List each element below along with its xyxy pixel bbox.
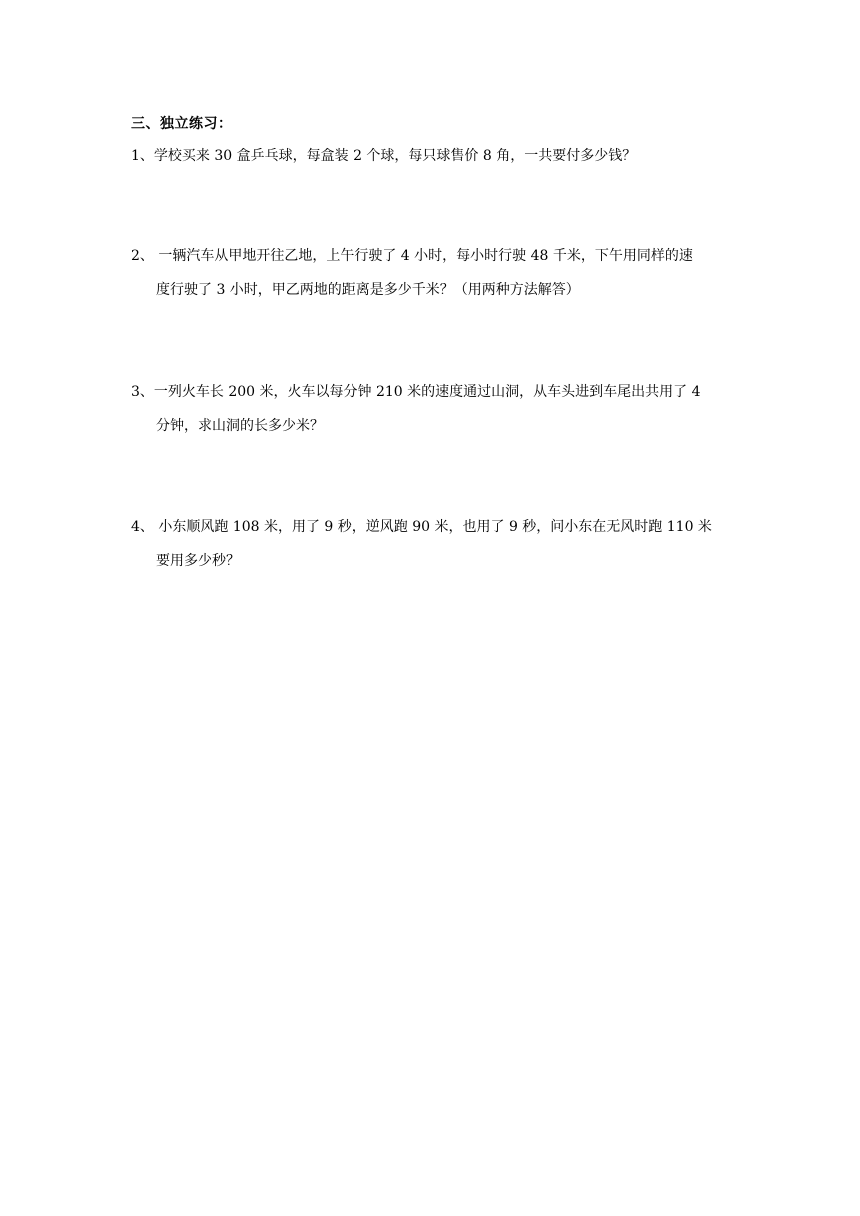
question-4-line-2: 要用多少秒？	[156, 553, 240, 569]
question-3-line-1: 3、一列火车长 200 米，火车以每分钟 210 米的速度通过山洞，从车头进到车尾出共用了 4	[131, 384, 701, 400]
question-2-line-2: 度行驶了 3 小时，甲乙两地的距离是多少千米？（用两种方法解答）	[156, 282, 580, 298]
question-4-line-1: 4、 小东顺风跑 108 米，用了 9 秒，逆风跑 90 米，也用了 9 秒，问小东在无风时跑 110 米	[131, 519, 712, 535]
question-1-line-1: 1、学校买来 30 盒乒乓球，每盒装 2 个球，每只球售价 8 角，一共要付多少钱？	[131, 148, 637, 164]
question-3-line-2: 分钟，求山洞的长多少米？	[156, 418, 324, 434]
question-1	[131, 139, 731, 173]
question-2-line-1: 2、 一辆汽车从甲地开往乙地，上午行驶了 4 小时，每小时行驶 48 千米，下午用同样的速	[131, 248, 693, 264]
question-2	[131, 239, 731, 307]
question-3	[131, 375, 731, 443]
section-title: 三、独立练习：	[131, 116, 233, 132]
question-4	[131, 510, 731, 578]
